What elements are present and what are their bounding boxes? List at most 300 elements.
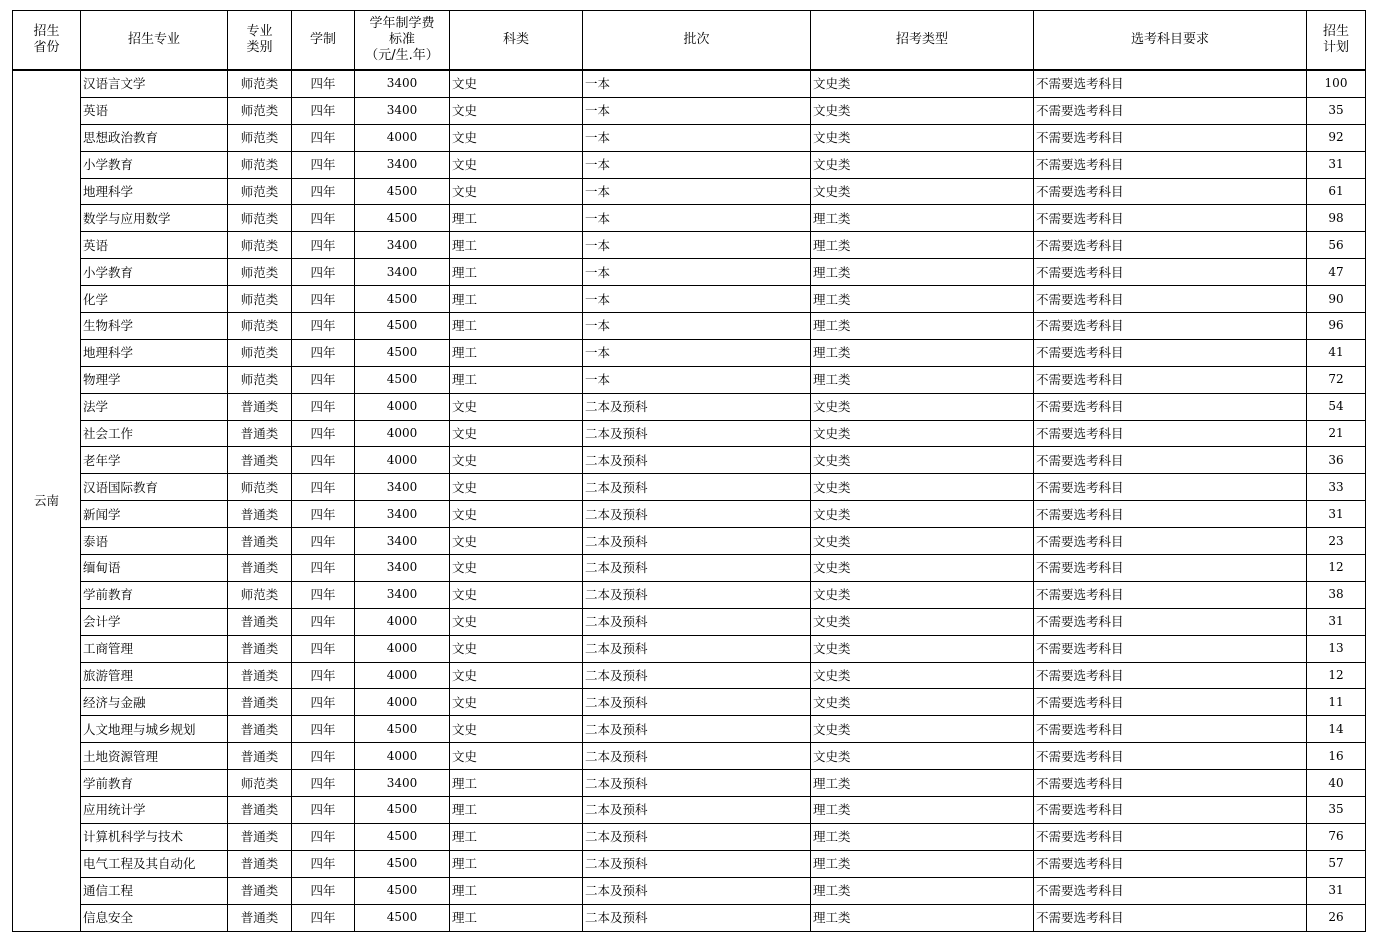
duration-cell: 四年 <box>292 286 355 313</box>
category-cell: 普通类 <box>228 850 292 877</box>
table-row <box>13 339 1366 366</box>
plan-cell: 47 <box>1307 259 1366 286</box>
subject-type-cell: 文史 <box>450 124 583 151</box>
category-cell: 师范类 <box>228 178 292 205</box>
category-cell: 师范类 <box>228 581 292 608</box>
plan-cell: 61 <box>1307 178 1366 205</box>
major-cell: 化学 <box>81 286 228 313</box>
tuition-cell: 4000 <box>355 662 450 689</box>
duration-cell: 四年 <box>292 501 355 528</box>
batch-cell: 二本及预科 <box>583 797 811 824</box>
header-duration <box>292 11 355 71</box>
elective-req-cell: 不需要选考科目 <box>1034 366 1307 393</box>
subject-type-cell: 文史 <box>450 581 583 608</box>
plan-cell: 33 <box>1307 474 1366 501</box>
plan-cell: 96 <box>1307 313 1366 340</box>
header-category <box>228 11 292 71</box>
plan-cell: 12 <box>1307 662 1366 689</box>
tuition-cell: 4500 <box>355 877 450 904</box>
header-tuition-label: 学年制学费 标准 （元/生.年） <box>365 16 439 63</box>
batch-cell: 一本 <box>583 205 811 232</box>
major-cell: 泰语 <box>81 528 228 555</box>
exam-type-cell: 理工类 <box>811 205 1034 232</box>
plan-cell: 26 <box>1307 904 1366 931</box>
subject-type-cell: 文史 <box>450 501 583 528</box>
elective-req-cell: 不需要选考科目 <box>1034 608 1307 635</box>
category-cell: 普通类 <box>228 823 292 850</box>
plan-cell: 90 <box>1307 286 1366 313</box>
header-exam-type-label: 招考类型 <box>895 32 948 47</box>
major-cell: 物理学 <box>81 366 228 393</box>
elective-req-cell: 不需要选考科目 <box>1034 743 1307 770</box>
major-cell: 老年学 <box>81 447 228 474</box>
table-row <box>13 555 1366 582</box>
major-cell: 工商管理 <box>81 635 228 662</box>
elective-req-cell: 不需要选考科目 <box>1034 393 1307 420</box>
exam-type-cell: 文史类 <box>811 70 1034 97</box>
major-cell: 思想政治教育 <box>81 124 228 151</box>
plan-cell: 35 <box>1307 97 1366 124</box>
category-cell: 普通类 <box>228 555 292 582</box>
subject-type-cell: 理工 <box>450 259 583 286</box>
exam-type-cell: 理工类 <box>811 339 1034 366</box>
major-cell: 汉语言文学 <box>81 70 228 97</box>
elective-req-cell: 不需要选考科目 <box>1034 447 1307 474</box>
table-row <box>13 474 1366 501</box>
tuition-cell: 4500 <box>355 904 450 931</box>
exam-type-cell: 理工类 <box>811 850 1034 877</box>
table-row <box>13 420 1366 447</box>
major-cell: 学前教育 <box>81 581 228 608</box>
subject-type-cell: 理工 <box>450 823 583 850</box>
elective-req-cell: 不需要选考科目 <box>1034 124 1307 151</box>
duration-cell: 四年 <box>292 232 355 259</box>
tuition-cell: 4500 <box>355 797 450 824</box>
table-row <box>13 259 1366 286</box>
subject-type-cell: 文史 <box>450 555 583 582</box>
exam-type-cell: 理工类 <box>811 286 1034 313</box>
header-province-label: 招生 省份 <box>33 24 60 55</box>
major-cell: 英语 <box>81 97 228 124</box>
exam-type-cell: 理工类 <box>811 259 1034 286</box>
exam-type-cell: 文史类 <box>811 420 1034 447</box>
major-cell: 人文地理与城乡规划 <box>81 716 228 743</box>
tuition-cell: 4500 <box>355 716 450 743</box>
major-cell: 英语 <box>81 232 228 259</box>
category-cell: 普通类 <box>228 393 292 420</box>
tuition-cell: 4500 <box>355 286 450 313</box>
plan-cell: 38 <box>1307 581 1366 608</box>
subject-type-cell: 理工 <box>450 205 583 232</box>
exam-type-cell: 理工类 <box>811 904 1034 931</box>
batch-cell: 一本 <box>583 232 811 259</box>
header-exam-type <box>811 11 1034 71</box>
major-cell: 新闻学 <box>81 501 228 528</box>
exam-type-cell: 理工类 <box>811 366 1034 393</box>
elective-req-cell: 不需要选考科目 <box>1034 716 1307 743</box>
batch-cell: 一本 <box>583 259 811 286</box>
duration-cell: 四年 <box>292 528 355 555</box>
plan-cell: 98 <box>1307 205 1366 232</box>
tuition-cell: 4500 <box>355 850 450 877</box>
subject-type-cell: 文史 <box>450 393 583 420</box>
exam-type-cell: 文史类 <box>811 662 1034 689</box>
batch-cell: 二本及预科 <box>583 555 811 582</box>
elective-req-cell: 不需要选考科目 <box>1034 501 1307 528</box>
category-cell: 师范类 <box>228 205 292 232</box>
subject-type-cell: 理工 <box>450 313 583 340</box>
plan-cell: 11 <box>1307 689 1366 716</box>
exam-type-cell: 文史类 <box>811 581 1034 608</box>
tuition-cell: 4500 <box>355 313 450 340</box>
batch-cell: 一本 <box>583 366 811 393</box>
table-row <box>13 608 1366 635</box>
plan-cell: 35 <box>1307 797 1366 824</box>
batch-cell: 一本 <box>583 70 811 97</box>
duration-cell: 四年 <box>292 581 355 608</box>
exam-type-cell: 文史类 <box>811 97 1034 124</box>
subject-type-cell: 文史 <box>450 635 583 662</box>
category-cell: 师范类 <box>228 474 292 501</box>
header-batch-label: 批次 <box>683 32 710 47</box>
elective-req-cell: 不需要选考科目 <box>1034 151 1307 178</box>
plan-cell: 72 <box>1307 366 1366 393</box>
header-elective-req-label: 选考科目要求 <box>1130 32 1209 47</box>
duration-cell: 四年 <box>292 743 355 770</box>
subject-type-cell: 理工 <box>450 904 583 931</box>
header-duration-label: 学制 <box>309 32 336 47</box>
tuition-cell: 4500 <box>355 823 450 850</box>
header-major-label: 招生专业 <box>127 32 180 47</box>
elective-req-cell: 不需要选考科目 <box>1034 232 1307 259</box>
table-row <box>13 850 1366 877</box>
elective-req-cell: 不需要选考科目 <box>1034 877 1307 904</box>
elective-req-cell: 不需要选考科目 <box>1034 286 1307 313</box>
subject-type-cell: 理工 <box>450 770 583 797</box>
elective-req-cell: 不需要选考科目 <box>1034 904 1307 931</box>
exam-type-cell: 文史类 <box>811 474 1034 501</box>
tuition-cell: 3400 <box>355 581 450 608</box>
major-cell: 经济与金融 <box>81 689 228 716</box>
plan-cell: 14 <box>1307 716 1366 743</box>
exam-type-cell: 文史类 <box>811 151 1034 178</box>
duration-cell: 四年 <box>292 608 355 635</box>
tuition-cell: 4000 <box>355 689 450 716</box>
batch-cell: 二本及预科 <box>583 420 811 447</box>
exam-type-cell: 理工类 <box>811 770 1034 797</box>
elective-req-cell: 不需要选考科目 <box>1034 797 1307 824</box>
category-cell: 师范类 <box>228 339 292 366</box>
exam-type-cell: 文史类 <box>811 555 1034 582</box>
duration-cell: 四年 <box>292 797 355 824</box>
header-plan-label: 招生 计划 <box>1322 24 1349 55</box>
major-cell: 地理科学 <box>81 178 228 205</box>
exam-type-cell: 文史类 <box>811 178 1034 205</box>
table-row <box>13 232 1366 259</box>
table-row <box>13 393 1366 420</box>
category-cell: 普通类 <box>228 716 292 743</box>
table-row <box>13 528 1366 555</box>
subject-type-cell: 理工 <box>450 232 583 259</box>
batch-cell: 一本 <box>583 97 811 124</box>
batch-cell: 二本及预科 <box>583 716 811 743</box>
plan-cell: 31 <box>1307 877 1366 904</box>
plan-cell: 21 <box>1307 420 1366 447</box>
elective-req-cell: 不需要选考科目 <box>1034 339 1307 366</box>
header-batch <box>583 11 811 71</box>
major-cell: 信息安全 <box>81 904 228 931</box>
duration-cell: 四年 <box>292 474 355 501</box>
exam-type-cell: 文史类 <box>811 447 1034 474</box>
category-cell: 普通类 <box>228 797 292 824</box>
category-cell: 师范类 <box>228 259 292 286</box>
batch-cell: 二本及预科 <box>583 850 811 877</box>
table-row <box>13 70 1366 97</box>
table-row <box>13 743 1366 770</box>
category-cell: 师范类 <box>228 70 292 97</box>
elective-req-cell: 不需要选考科目 <box>1034 528 1307 555</box>
header-category-label: 专业 类别 <box>246 24 273 55</box>
table-row <box>13 797 1366 824</box>
admission-plan-table <box>12 10 1366 932</box>
exam-type-cell: 文史类 <box>811 528 1034 555</box>
subject-type-cell: 理工 <box>450 366 583 393</box>
exam-type-cell: 文史类 <box>811 608 1034 635</box>
duration-cell: 四年 <box>292 393 355 420</box>
batch-cell: 二本及预科 <box>583 689 811 716</box>
table-row <box>13 716 1366 743</box>
subject-type-cell: 文史 <box>450 70 583 97</box>
subject-type-cell: 文史 <box>450 447 583 474</box>
subject-type-cell: 理工 <box>450 286 583 313</box>
major-cell: 地理科学 <box>81 339 228 366</box>
table-row <box>13 904 1366 931</box>
duration-cell: 四年 <box>292 635 355 662</box>
batch-cell: 二本及预科 <box>583 770 811 797</box>
category-cell: 普通类 <box>228 447 292 474</box>
major-cell: 社会工作 <box>81 420 228 447</box>
elective-req-cell: 不需要选考科目 <box>1034 662 1307 689</box>
category-cell: 普通类 <box>228 635 292 662</box>
batch-cell: 二本及预科 <box>583 823 811 850</box>
table-row <box>13 770 1366 797</box>
exam-type-cell: 理工类 <box>811 823 1034 850</box>
duration-cell: 四年 <box>292 339 355 366</box>
batch-cell: 二本及预科 <box>583 581 811 608</box>
batch-cell: 二本及预科 <box>583 904 811 931</box>
header-province <box>13 11 81 71</box>
exam-type-cell: 理工类 <box>811 797 1034 824</box>
exam-type-cell: 文史类 <box>811 716 1034 743</box>
plan-cell: 31 <box>1307 151 1366 178</box>
subject-type-cell: 文史 <box>450 474 583 501</box>
duration-cell: 四年 <box>292 151 355 178</box>
duration-cell: 四年 <box>292 259 355 286</box>
category-cell: 师范类 <box>228 97 292 124</box>
subject-type-cell: 文史 <box>450 528 583 555</box>
category-cell: 普通类 <box>228 501 292 528</box>
tuition-cell: 3400 <box>355 70 450 97</box>
header-elective-req <box>1034 11 1307 71</box>
table-row <box>13 581 1366 608</box>
subject-type-cell: 理工 <box>450 877 583 904</box>
exam-type-cell: 文史类 <box>811 393 1034 420</box>
batch-cell: 二本及预科 <box>583 393 811 420</box>
province-cell: 云南 <box>13 70 81 931</box>
tuition-cell: 4000 <box>355 743 450 770</box>
major-cell: 小学教育 <box>81 151 228 178</box>
batch-cell: 二本及预科 <box>583 528 811 555</box>
category-cell: 普通类 <box>228 528 292 555</box>
duration-cell: 四年 <box>292 662 355 689</box>
category-cell: 普通类 <box>228 877 292 904</box>
elective-req-cell: 不需要选考科目 <box>1034 823 1307 850</box>
tuition-cell: 3400 <box>355 97 450 124</box>
tuition-cell: 3400 <box>355 555 450 582</box>
header-row <box>13 11 1366 71</box>
subject-type-cell: 理工 <box>450 797 583 824</box>
category-cell: 普通类 <box>228 662 292 689</box>
subject-type-cell: 文史 <box>450 97 583 124</box>
major-cell: 学前教育 <box>81 770 228 797</box>
plan-cell: 36 <box>1307 447 1366 474</box>
major-cell: 会计学 <box>81 608 228 635</box>
batch-cell: 一本 <box>583 313 811 340</box>
category-cell: 师范类 <box>228 366 292 393</box>
category-cell: 普通类 <box>228 904 292 931</box>
tuition-cell: 3400 <box>355 259 450 286</box>
subject-type-cell: 文史 <box>450 420 583 447</box>
elective-req-cell: 不需要选考科目 <box>1034 850 1307 877</box>
major-cell: 旅游管理 <box>81 662 228 689</box>
tuition-cell: 4500 <box>355 339 450 366</box>
duration-cell: 四年 <box>292 124 355 151</box>
elective-req-cell: 不需要选考科目 <box>1034 97 1307 124</box>
batch-cell: 二本及预科 <box>583 662 811 689</box>
duration-cell: 四年 <box>292 770 355 797</box>
plan-cell: 76 <box>1307 823 1366 850</box>
plan-cell: 31 <box>1307 501 1366 528</box>
table-row <box>13 823 1366 850</box>
duration-cell: 四年 <box>292 555 355 582</box>
tuition-cell: 4000 <box>355 635 450 662</box>
major-cell: 数学与应用数学 <box>81 205 228 232</box>
duration-cell: 四年 <box>292 178 355 205</box>
subject-type-cell: 文史 <box>450 608 583 635</box>
table-row <box>13 877 1366 904</box>
tuition-cell: 4000 <box>355 420 450 447</box>
major-cell: 小学教育 <box>81 259 228 286</box>
batch-cell: 二本及预科 <box>583 447 811 474</box>
subject-type-cell: 文史 <box>450 151 583 178</box>
major-cell: 通信工程 <box>81 877 228 904</box>
tuition-cell: 4500 <box>355 366 450 393</box>
tuition-cell: 4000 <box>355 393 450 420</box>
elective-req-cell: 不需要选考科目 <box>1034 70 1307 97</box>
subject-type-cell: 文史 <box>450 662 583 689</box>
elective-req-cell: 不需要选考科目 <box>1034 689 1307 716</box>
elective-req-cell: 不需要选考科目 <box>1034 581 1307 608</box>
category-cell: 普通类 <box>228 608 292 635</box>
duration-cell: 四年 <box>292 904 355 931</box>
header-plan <box>1307 11 1366 71</box>
major-cell: 电气工程及其自动化 <box>81 850 228 877</box>
subject-type-cell: 理工 <box>450 850 583 877</box>
major-cell: 汉语国际教育 <box>81 474 228 501</box>
exam-type-cell: 文史类 <box>811 743 1034 770</box>
exam-type-cell: 理工类 <box>811 232 1034 259</box>
plan-cell: 54 <box>1307 393 1366 420</box>
exam-type-cell: 文史类 <box>811 124 1034 151</box>
exam-type-cell: 理工类 <box>811 877 1034 904</box>
major-cell: 生物科学 <box>81 313 228 340</box>
category-cell: 师范类 <box>228 286 292 313</box>
table-row <box>13 635 1366 662</box>
category-cell: 普通类 <box>228 420 292 447</box>
major-cell: 应用统计学 <box>81 797 228 824</box>
batch-cell: 一本 <box>583 178 811 205</box>
exam-type-cell: 理工类 <box>811 313 1034 340</box>
plan-cell: 13 <box>1307 635 1366 662</box>
duration-cell: 四年 <box>292 70 355 97</box>
elective-req-cell: 不需要选考科目 <box>1034 420 1307 447</box>
exam-type-cell: 文史类 <box>811 501 1034 528</box>
table-row <box>13 286 1366 313</box>
tuition-cell: 4500 <box>355 178 450 205</box>
table-row <box>13 97 1366 124</box>
plan-cell: 92 <box>1307 124 1366 151</box>
batch-cell: 二本及预科 <box>583 743 811 770</box>
batch-cell: 二本及预科 <box>583 877 811 904</box>
category-cell: 普通类 <box>228 743 292 770</box>
batch-cell: 一本 <box>583 124 811 151</box>
tuition-cell: 3400 <box>355 770 450 797</box>
duration-cell: 四年 <box>292 447 355 474</box>
table-row <box>13 124 1366 151</box>
table-row <box>13 205 1366 232</box>
table-row <box>13 662 1366 689</box>
table-row <box>13 366 1366 393</box>
subject-type-cell: 文史 <box>450 178 583 205</box>
batch-cell: 一本 <box>583 151 811 178</box>
tuition-cell: 3400 <box>355 151 450 178</box>
plan-cell: 12 <box>1307 555 1366 582</box>
duration-cell: 四年 <box>292 205 355 232</box>
batch-cell: 二本及预科 <box>583 474 811 501</box>
batch-cell: 一本 <box>583 286 811 313</box>
duration-cell: 四年 <box>292 97 355 124</box>
table-row <box>13 501 1366 528</box>
header-major <box>81 11 228 71</box>
category-cell: 师范类 <box>228 151 292 178</box>
tuition-cell: 4000 <box>355 124 450 151</box>
table-body <box>13 70 1366 931</box>
plan-cell: 56 <box>1307 232 1366 259</box>
exam-type-cell: 文史类 <box>811 689 1034 716</box>
elective-req-cell: 不需要选考科目 <box>1034 313 1307 340</box>
header-subject-type <box>450 11 583 71</box>
duration-cell: 四年 <box>292 689 355 716</box>
major-cell: 法学 <box>81 393 228 420</box>
elective-req-cell: 不需要选考科目 <box>1034 474 1307 501</box>
tuition-cell: 4000 <box>355 608 450 635</box>
category-cell: 师范类 <box>228 124 292 151</box>
duration-cell: 四年 <box>292 877 355 904</box>
table-row <box>13 689 1366 716</box>
plan-cell: 31 <box>1307 608 1366 635</box>
tuition-cell: 3400 <box>355 474 450 501</box>
plan-cell: 40 <box>1307 770 1366 797</box>
